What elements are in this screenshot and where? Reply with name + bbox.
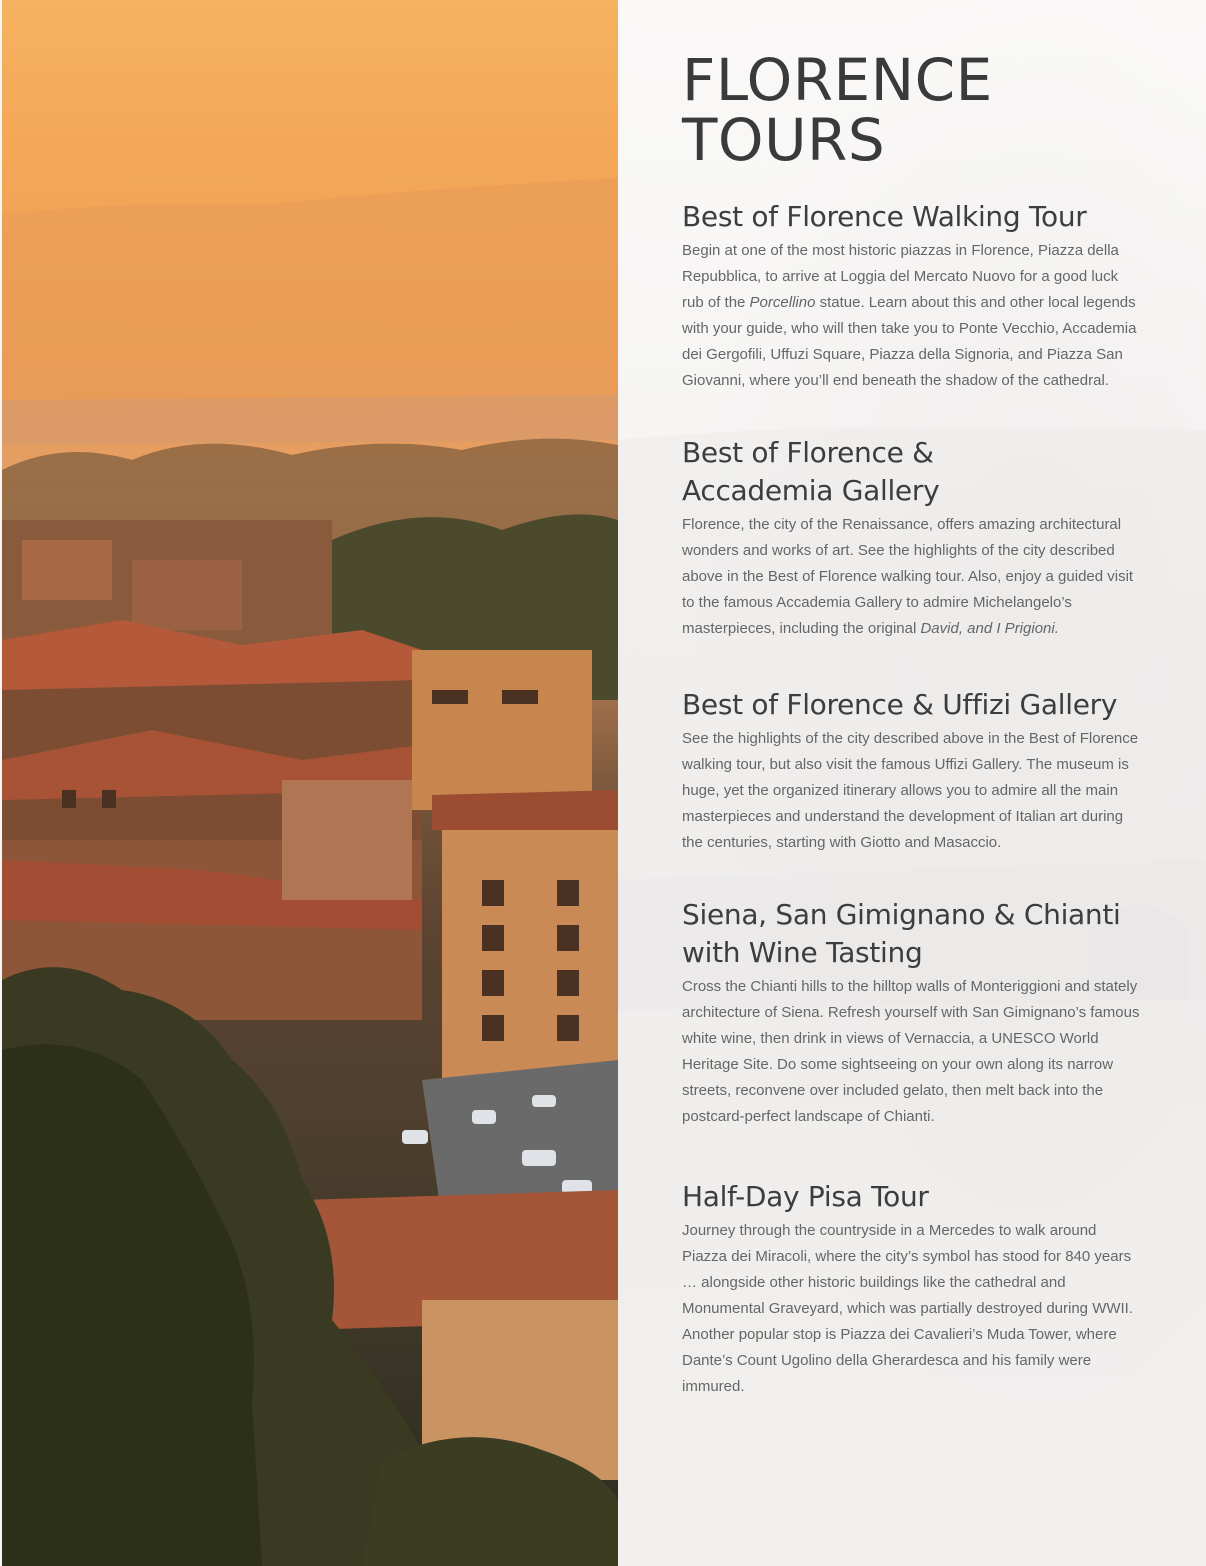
desc-text: Begin at one of the most historic piazzas in Florence, Piazza della Repubblica, to arrive at Loggia del Mercato Nuovo for a good luck rub of the [682,242,1119,311]
tour-description: Journey through the countryside in a Mercedes to walk around Piazza dei Miracoli, where the city’s symbol has stood for 840 years … alongside other historic buildings like the cathedral and Monumental Graveyard, which was partially destroyed during WWII. Another popular stop is Piazza dei Cavalieri’s Muda Tower, where Dante’s Count Ugolino della Gherardesca and his family were immured. [682,1222,1134,1395]
tour-description: Cross the Chianti hills to the hilltop walls of Monteriggioni and stately architecture of Siena. Refresh yourself with San Gimignano’s famous white wine, then drink in views of Vernaccia, a UNESCO World Heritage Site. Do some sightseeing on your own along its narrow streets, reconvene over included gelato, then melt back into the postcard-perfect landscape of Chianti. [682,978,1140,1125]
tour-accademia [682,434,1142,642]
tour-title: Half-Day Pisa Tour [682,1180,929,1213]
tours-panel [618,0,1206,1566]
tour-title [682,434,1142,510]
tour-title-line: Accademia Gallery [682,474,940,507]
tour-title: Best of Florence & Uffizi Gallery [682,688,1118,721]
tour-description [682,512,1142,642]
tour-walking [682,198,1142,394]
desc-emphasis: Porcellino [749,294,816,311]
tour-title-line: with Wine Tasting [682,936,923,969]
title-line-2: TOURS [682,106,886,174]
tour-title-line: Siena, San Gimignano & Chianti [682,898,1121,931]
tour-title-line: Best of Florence & [682,436,934,469]
tour-description: See the highlights of the city described above in the Best of Florence walking tour, but also visit the famous Uffizi Gallery. The museum is huge, yet the organized itinerary allows you to admire all the main masterpieces and understand the development of Italian art during the centuries, starting with Giotto and Masaccio. [682,730,1139,851]
tour-description [682,238,1142,394]
title-line-1: FLORENCE [682,46,993,114]
desc-text: Florence, the city of the Renaissance, offers amazing architectural wonders and works of art. See the highlights of the city described above in the Best of Florence walking tour. Also, enjoy a guided visit to the famous Accademia Gallery to admire Michelangelo’s masterpieces, including the original [682,516,1134,637]
tour-pisa [682,1178,1142,1400]
cityscape-illustration [2,0,618,1566]
page-title [682,46,1142,174]
tour-title: Best of Florence Walking Tour [682,200,1087,233]
desc-emphasis: David, and I Prigioni. [920,620,1059,637]
desc-text: statue. Learn about this and other local legends with your guide, who will then take you to Ponte Vecchio, Accademia dei Gergofili, Uffuzi Square, Piazza della Signoria, and Piazza San Giovanni, where you’ll end beneath the shadow of the cathedral. [682,294,1137,389]
tours-content [682,46,1142,1400]
tour-title [682,896,1142,972]
tour-siena-chianti [682,896,1142,1130]
tour-uffizi [682,686,1142,856]
florence-cityscape-photo [2,0,618,1566]
